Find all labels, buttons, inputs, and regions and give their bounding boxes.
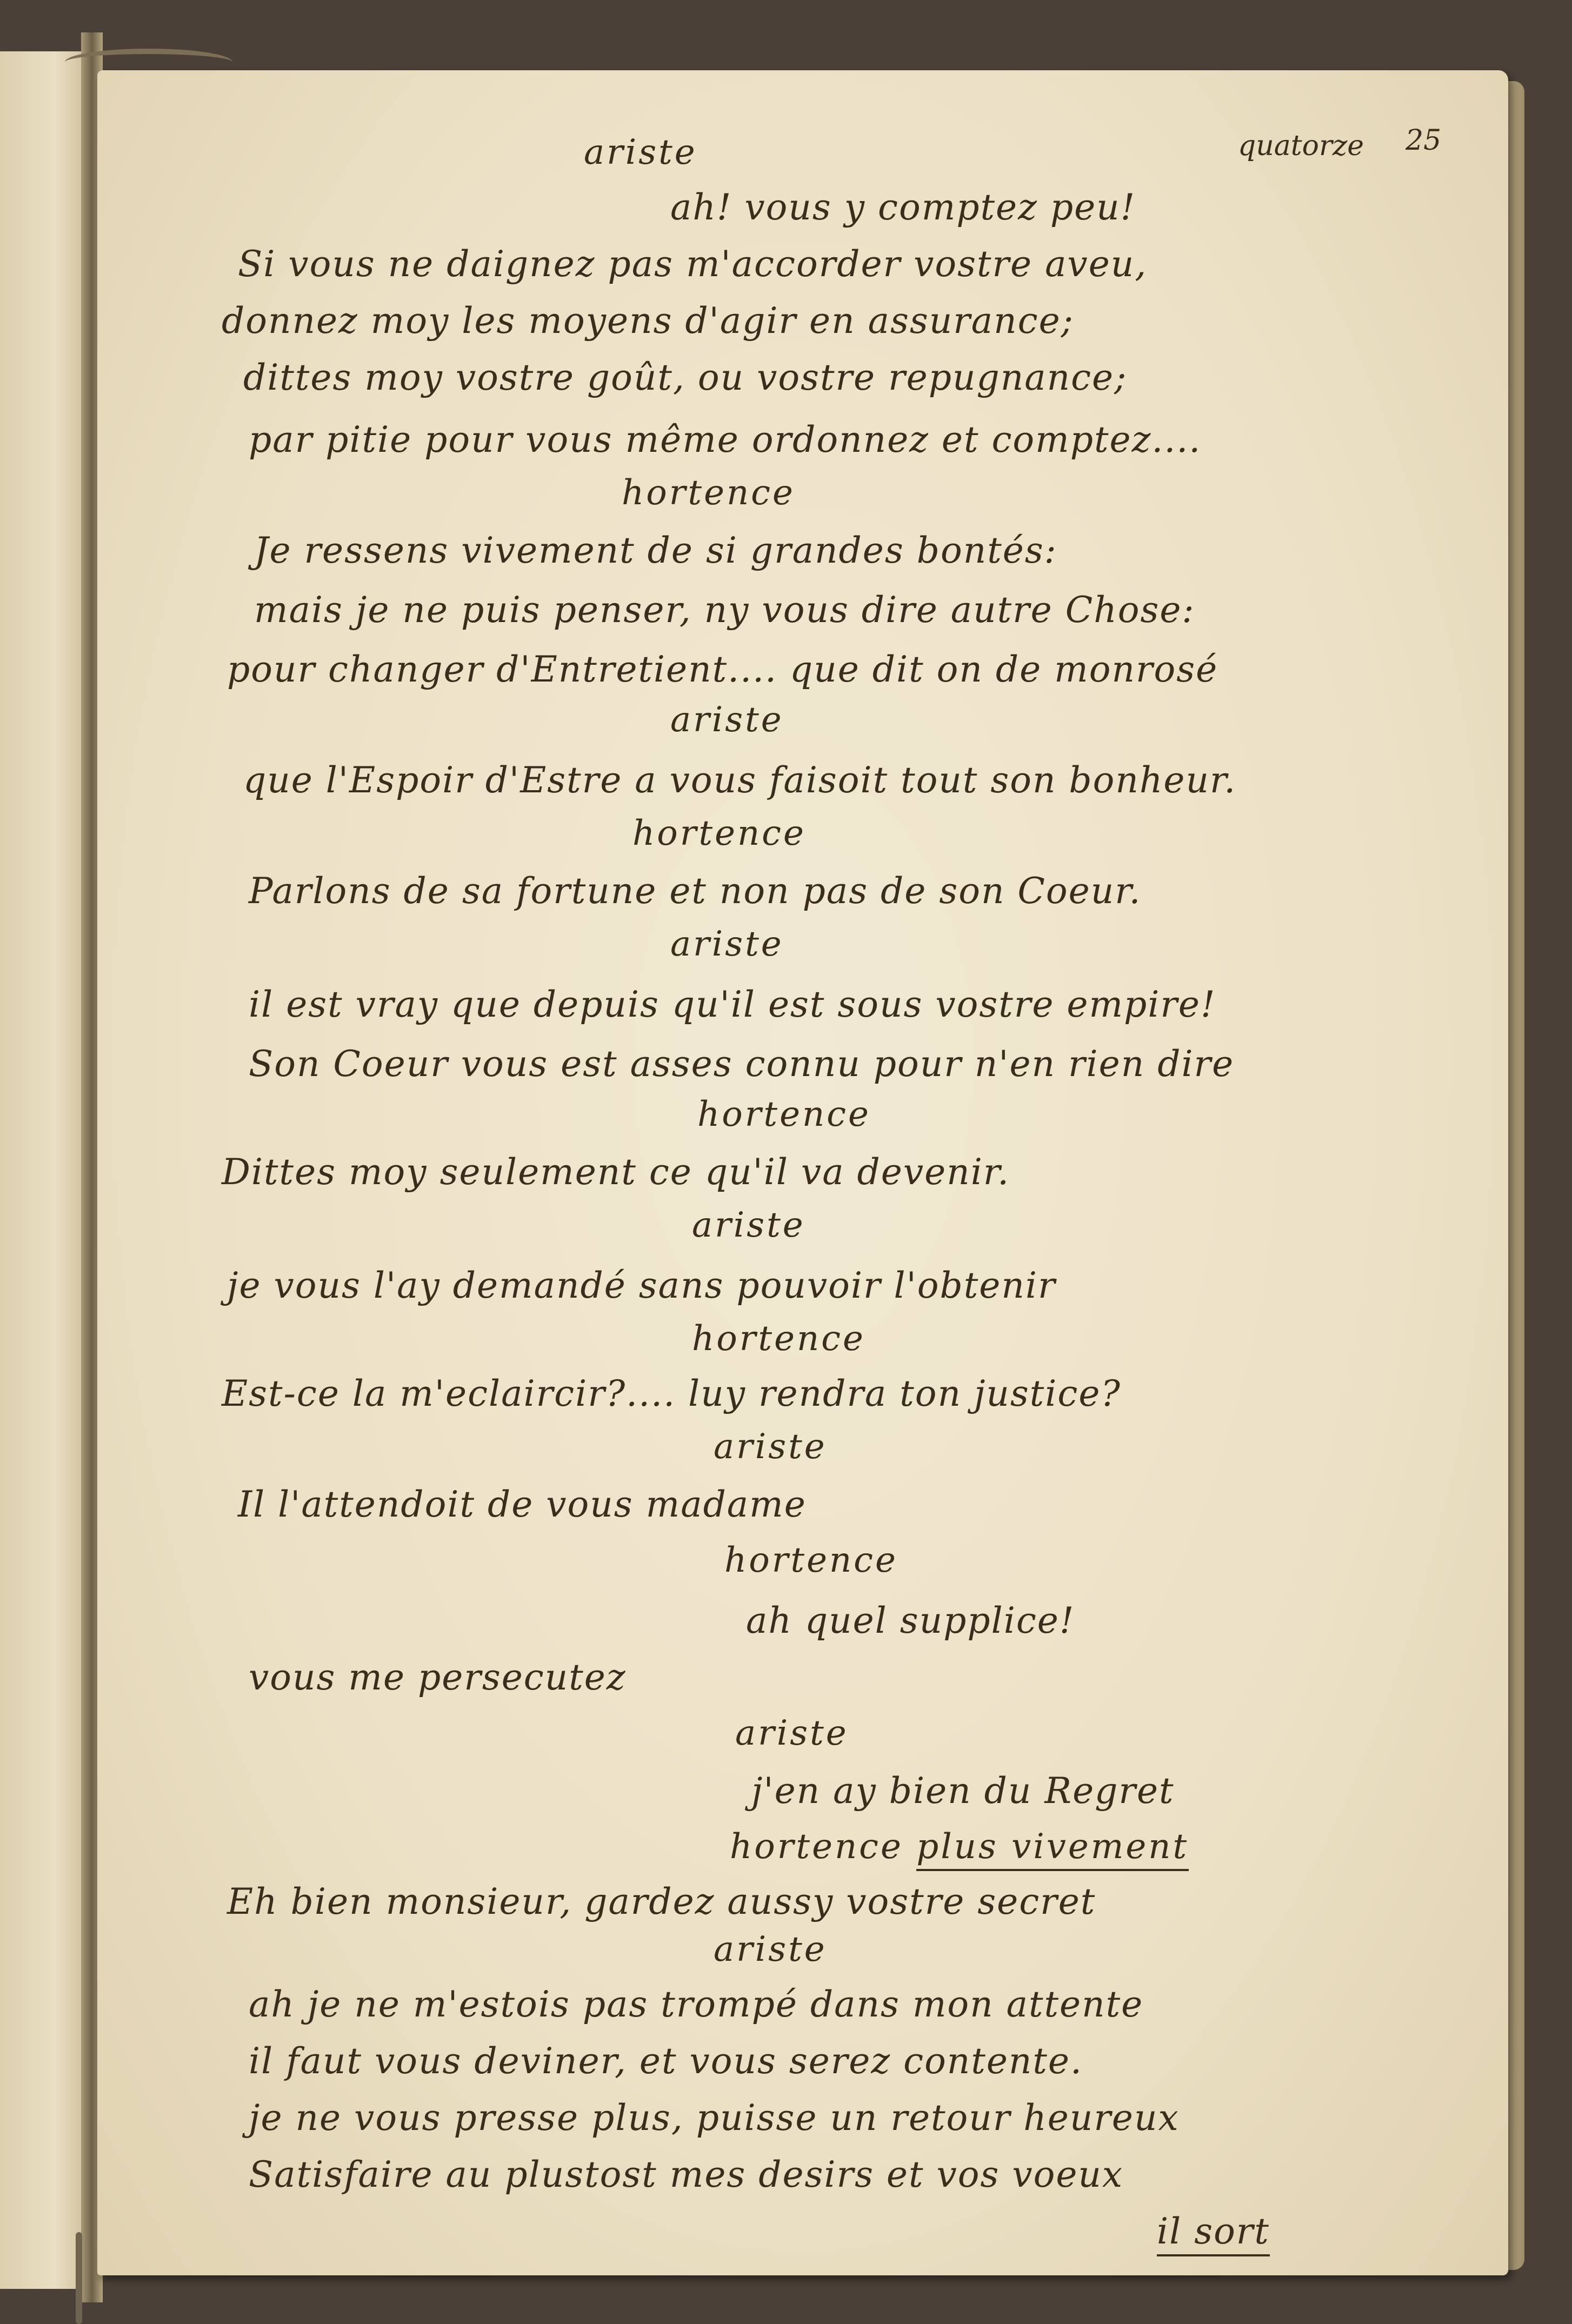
speaker-line: ariste <box>670 924 784 964</box>
verse-line: ah! vous y comptez peu! <box>670 186 1136 228</box>
verse-line: vous me persecutez <box>249 1657 627 1698</box>
speaker-line: hortence <box>632 813 806 853</box>
verse-line: dittes moy vostre goût, ou vostre repugnance; <box>243 357 1128 398</box>
verse-line: Il l'attendoit de vous madame <box>238 1484 807 1525</box>
verse-line: je ne vous presse plus, puisse un retour heureux <box>249 2097 1180 2139</box>
folio-word: quatorze <box>1238 130 1364 162</box>
speaker-line: hortence <box>692 1319 865 1359</box>
verse-line: il est vray que depuis qu'il est sous vostre empire! <box>249 984 1216 1025</box>
verse-line: que l'Espoir d'Estre a vous faisoit tout son bonheur. <box>243 759 1237 801</box>
speaker-line: hortence <box>622 473 795 513</box>
speaker-line: ariste <box>714 1929 827 1969</box>
speaker-line: hortence <box>724 1540 898 1580</box>
verse-line: Est-ce la m'eclaircir?.... luy rendra ton justice? <box>222 1373 1121 1414</box>
speaker-line <box>730 1827 1189 1867</box>
verse-line: Satisfaire au plustost mes desirs et vos voeux <box>249 2154 1124 2195</box>
verse-line: je vous l'ay demandé sans pouvoir l'obtenir <box>227 1265 1056 1306</box>
verse-line: Son Coeur vous est asses connu pour n'en rien dire <box>249 1043 1235 1085</box>
speaker-line: ariste <box>714 1427 827 1467</box>
binding-thread-end <box>76 2232 82 2324</box>
speaker-line: ariste <box>692 1205 805 1245</box>
verse-line: j'en ay bien du Regret <box>751 1770 1175 1812</box>
verse-line: ah quel supplice! <box>746 1600 1075 1641</box>
speaker-line: ariste <box>584 132 697 172</box>
verse-line: ah je ne m'estois pas trompé dans mon attente <box>249 1984 1144 2025</box>
verse-line: par pitie pour vous même ordonnez et comptez.... <box>249 419 1202 460</box>
speaker-line: ariste <box>670 700 784 740</box>
speaker-name: hortence <box>730 1827 903 1867</box>
verse-line: Si vous ne daignez pas m'accorder vostre aveu, <box>238 243 1148 285</box>
verse-line: Eh bien monsieur, gardez aussy vostre secret <box>227 1881 1096 1922</box>
left-page-edge <box>0 51 91 2289</box>
speaker-line: hortence <box>697 1094 871 1134</box>
stage-direction: plus vivement <box>916 1827 1189 1871</box>
folio-number: 25 <box>1406 124 1442 157</box>
verse-line: donnez moy les moyens d'agir en assurance; <box>222 300 1074 342</box>
verse-line: pour changer d'Entretient.... que dit on de monrosé <box>227 649 1218 690</box>
verse-line: mais je ne puis penser, ny vous dire autre Chose: <box>254 589 1195 631</box>
stage-direction: il sort <box>1157 2211 1270 2256</box>
verse-line: il faut vous deviner, et vous serez contente. <box>249 2040 1083 2082</box>
manuscript-page <box>97 70 1508 2275</box>
speaker-line: ariste <box>735 1713 849 1753</box>
verse-line: Dittes moy seulement ce qu'il va devenir. <box>222 1151 1010 1193</box>
verse-line: Parlons de sa fortune et non pas de son Coeur. <box>249 870 1142 912</box>
verse-line: Je ressens vivement de si grandes bontés: <box>254 530 1057 571</box>
